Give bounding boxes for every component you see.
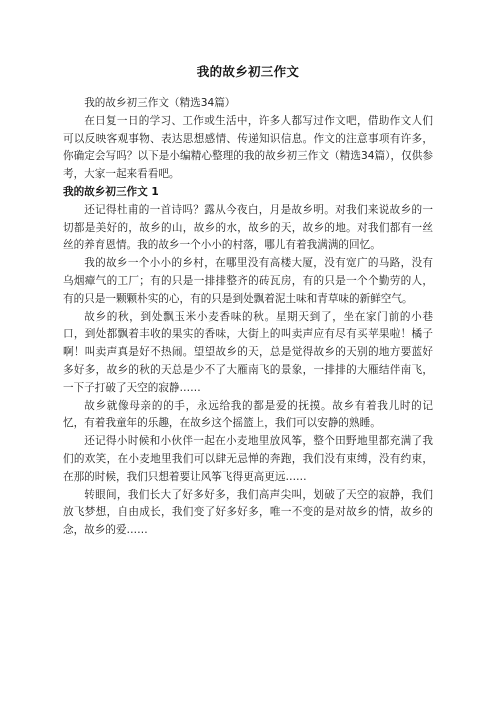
body-paragraph: 故乡就像母亲的的手，永远给我的都是爱的抚摸。故乡有着我儿时的记忆，有着我童年的乐趣，在故乡这个摇篮上，我们可以安静的熟睡。 (63, 399, 433, 430)
section-heading: 我的故乡初三作文 1 (63, 185, 159, 198)
body-paragraph: 还记得杜甫的一首诗吗？露从今夜白，月是故乡明。对我们来说故乡的一切都是美好的，故乡的山，故乡的水，故乡的天，故乡的地。对我们都有一丝丝的养育恩情。我的故乡一个小小的村落，哪儿有着我满满的回忆。 (63, 203, 433, 252)
intro-paragraph: 在日复一日的学习、工作或生活中，许多人都写过作文吧，借助作文人们可以反映客观事物、表达思想感情、传递知识信息。作文的注意事项有许多，你确定会写吗？以下是小编精心整理的我的故乡初三作文（精选34篇），仅供参考，大家一起来看看吧。 (63, 114, 433, 181)
document-title: 我的故乡初三作文 (196, 64, 300, 79)
body-paragraph: 转眼间，我们长大了好多好多，我们高声尖叫，划破了天空的寂静，我们放飞梦想，自由成长，我们变了好多好多，唯一不变的是对故乡的情，故乡的念，故乡的爱…… (63, 488, 433, 537)
body-paragraph: 故乡的秋，到处飘玉米小麦香味的秋。星期天到了，坐在家门前的小巷口，到处都飘着丰收的果实的香味，大街上的叫卖声应有尽有买苹果啦！橘子啊！叫卖声真是好不热闹。望望故乡的天，总是觉得故乡的天别的地方要蓝好多好多，故乡的秋的天总是少不了大雁南飞的景象，一排排的大雁结伴南飞，一下子打破了天空的寂静…… (63, 310, 433, 394)
subtitle-paragraph: 我的故乡初三作文（精选34篇） (84, 97, 236, 109)
document-body (63, 95, 433, 540)
body-paragraph: 还记得小时候和小伙伴一起在小麦地里放风筝，整个田野地里都充满了我们的欢笑，在小麦地里我们可以肆无忌惮的奔跑，我们没有束缚，没有约束，在那的时候，我们只想着要让风筝飞得更高更远…… (63, 435, 433, 483)
body-paragraph: 我的故乡一个小小的乡村，在哪里没有高楼大厦，没有宽广的马路，没有乌烟瘴气的工厂；有的只是一排排整齐的砖瓦房，有的只是一个个勤劳的人，有的只是一颗颗朴实的心，有的只是到处飘着泥土味和青草味的新鲜空气。 (63, 257, 433, 305)
